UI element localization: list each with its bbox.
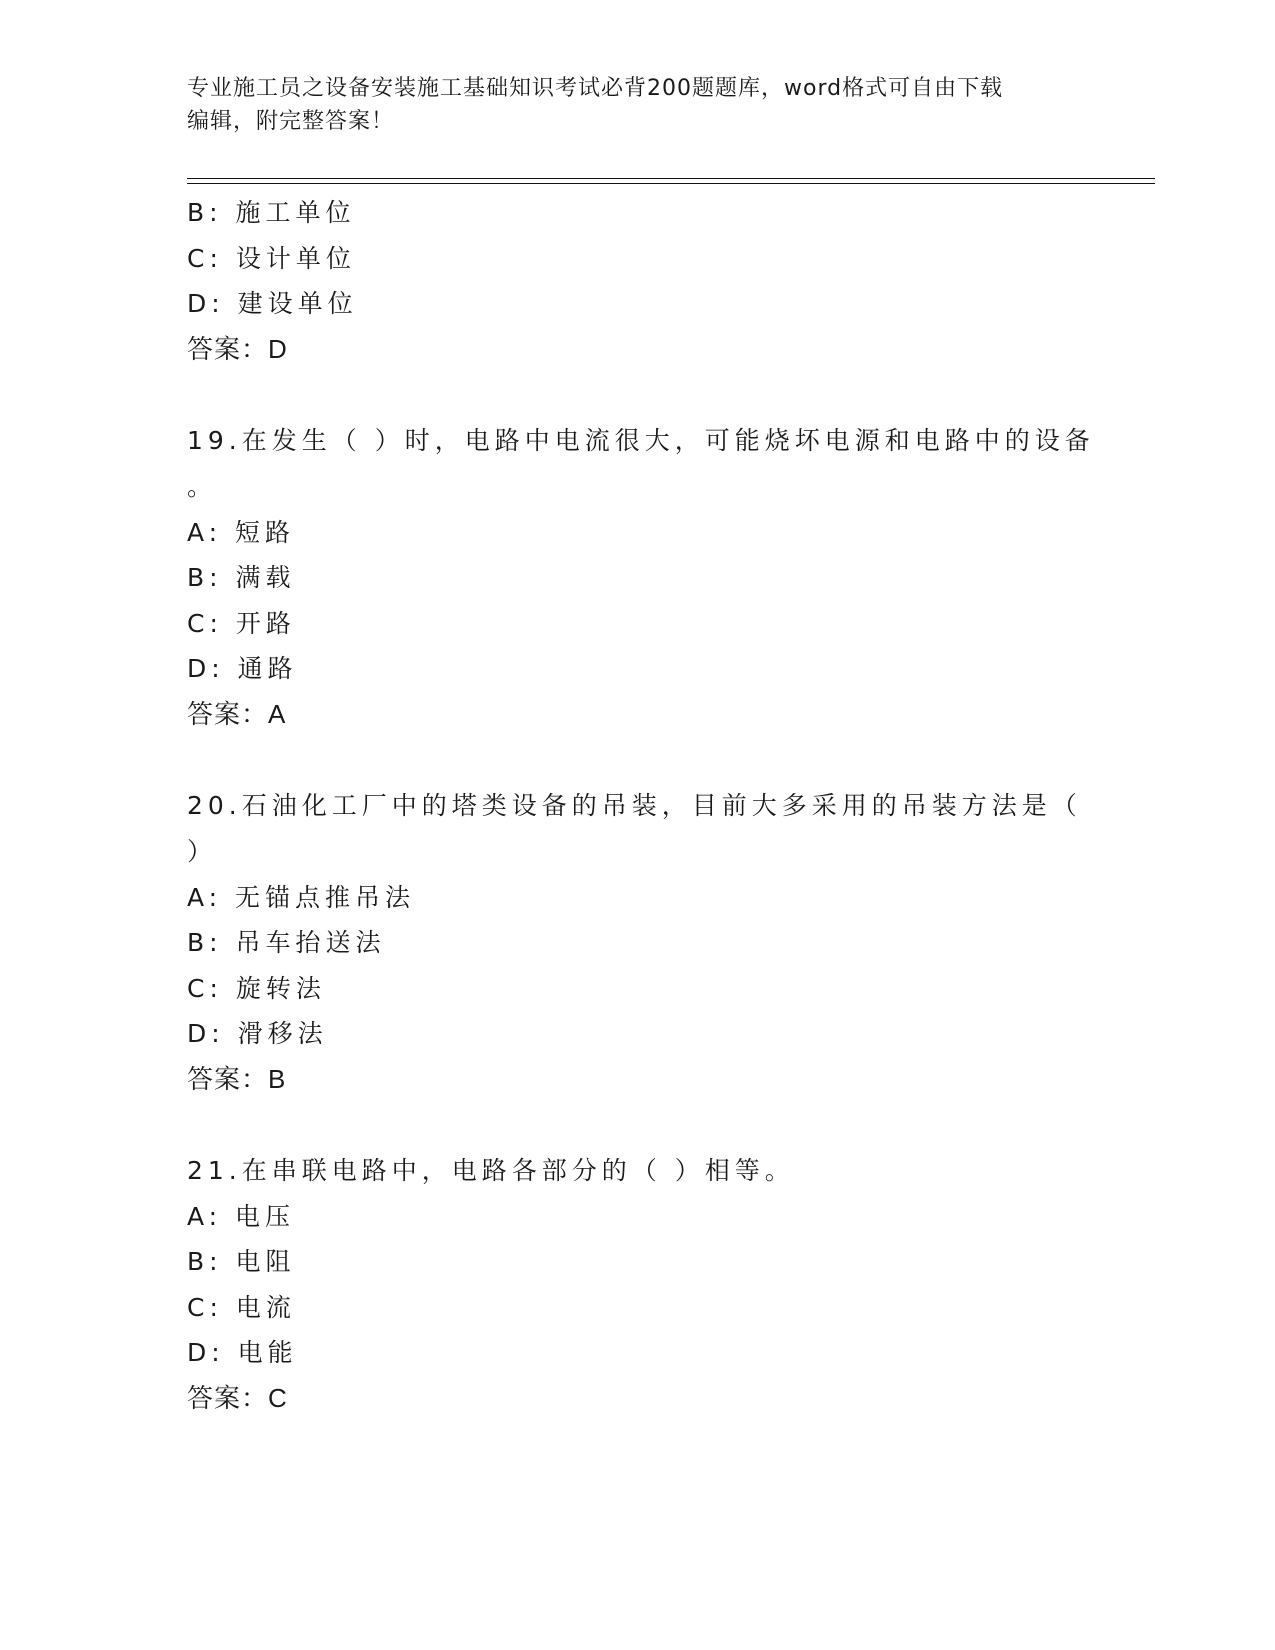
answer-label: 答案：: [187, 333, 269, 364]
question-stem: [187, 1148, 1087, 1194]
option-d: [187, 646, 1087, 692]
document-header: [187, 72, 1067, 138]
option-a: [187, 875, 1087, 921]
option-text: 设计单位: [235, 243, 356, 273]
option-text: 通路: [237, 654, 298, 683]
header-line-1: 专业施工员之设备安装施工基础知识考试必背200题题库，word格式可自由下载: [187, 76, 1004, 101]
option-text: 开路: [235, 608, 296, 638]
option-label: A:: [187, 1201, 223, 1231]
question-stem-continuation: 。: [187, 471, 218, 501]
header-divider-bottom: [187, 183, 1155, 184]
question-number: 20.: [187, 791, 242, 820]
option-text: 吊车抬送法: [235, 928, 386, 957]
answer-value: A: [268, 698, 287, 729]
option-c: [187, 1285, 1087, 1331]
option-label: D:: [187, 1019, 225, 1048]
option-label: D:: [187, 289, 225, 318]
option-label: C:: [187, 243, 223, 273]
answer-label: 答案：: [187, 1063, 269, 1094]
answer-line: [187, 692, 1087, 738]
option-d: [187, 281, 1087, 327]
answer-label: 答案：: [187, 1382, 269, 1413]
option-a: [187, 510, 1087, 556]
answer-value: B: [268, 1063, 287, 1094]
question-number: 19.: [187, 426, 242, 455]
question-20: [187, 783, 1087, 1102]
question-number: 21.: [187, 1156, 242, 1185]
option-a: [187, 1194, 1087, 1240]
answer-value: D: [268, 333, 288, 364]
option-d: [187, 1011, 1087, 1057]
header-line-2: 编辑，附完整答案！: [187, 109, 395, 134]
option-text: 施工单位: [235, 198, 356, 227]
question-18-tail: [187, 190, 1087, 372]
option-label: B:: [187, 928, 223, 957]
question-21: [187, 1148, 1087, 1421]
answer-label: 答案：: [187, 698, 269, 729]
option-text: 无锚点推吊法: [235, 882, 416, 912]
question-text: 在发生（ ）时，电路中电流很大，可能烧坏电源和电路中的设备: [241, 426, 1095, 455]
option-c: [187, 966, 1087, 1012]
question-list: [187, 190, 1095, 1421]
option-b: [187, 555, 1087, 601]
option-label: C:: [187, 1292, 223, 1322]
option-label: C:: [187, 608, 223, 638]
answer-value: C: [268, 1382, 288, 1413]
option-label: D:: [187, 1338, 225, 1367]
option-text: 滑移法: [237, 1019, 328, 1048]
answer-line: [187, 1376, 1087, 1422]
option-label: B:: [187, 563, 223, 592]
option-text: 电能: [237, 1338, 298, 1367]
answer-line: [187, 1057, 1087, 1103]
question-stem-continuation: ）: [187, 836, 218, 866]
option-b: [187, 190, 1087, 236]
answer-line: [187, 327, 1087, 373]
option-c: [187, 236, 1087, 282]
option-label: A:: [187, 882, 223, 912]
option-b: [187, 920, 1087, 966]
option-text: 建设单位: [237, 289, 358, 318]
option-text: 旋转法: [235, 973, 326, 1003]
question-stem: [187, 783, 1087, 829]
option-text: 短路: [235, 517, 296, 547]
option-text: 电流: [235, 1292, 296, 1322]
option-c: [187, 601, 1087, 647]
option-text: 满载: [235, 563, 296, 592]
option-label: B:: [187, 198, 223, 227]
question-text: 在串联电路中，电路各部分的（ ）相等。: [241, 1156, 795, 1185]
question-text: 石油化工厂中的塔类设备的吊装，目前大多采用的吊装方法是（: [241, 791, 1082, 820]
option-text: 电压: [235, 1201, 296, 1231]
option-label: C:: [187, 973, 223, 1003]
header-divider-top: [187, 178, 1155, 179]
option-text: 电阻: [235, 1247, 296, 1276]
option-label: D:: [187, 654, 225, 683]
question-19: [187, 418, 1095, 737]
option-d: [187, 1330, 1087, 1376]
question-stem: [187, 418, 1095, 464]
option-b: [187, 1239, 1087, 1285]
option-label: B:: [187, 1247, 223, 1276]
option-label: A:: [187, 517, 223, 547]
